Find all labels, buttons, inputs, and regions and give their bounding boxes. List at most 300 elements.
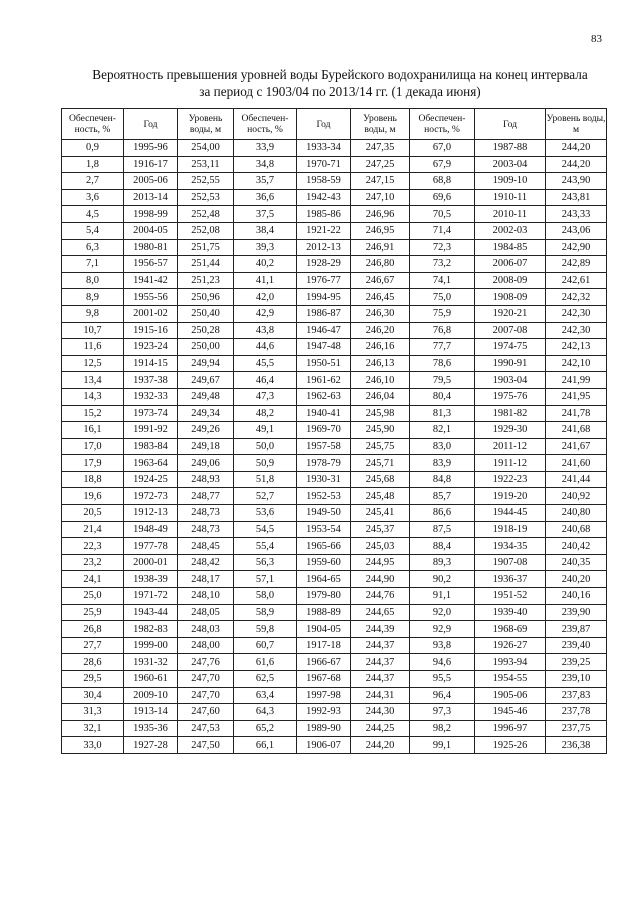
cell-level: 237,83 xyxy=(546,687,607,704)
cell-year: 1966-67 xyxy=(297,654,351,671)
cell-year: 2010-11 xyxy=(475,206,546,223)
cell-year: 1951-52 xyxy=(475,588,546,605)
cell-level: 239,87 xyxy=(546,621,607,638)
cell-probability: 94,6 xyxy=(410,654,475,671)
cell-probability: 90,2 xyxy=(410,571,475,588)
cell-probability: 34,8 xyxy=(234,156,297,173)
table-row xyxy=(62,671,607,688)
cell-year: 1937-38 xyxy=(124,372,178,389)
cell-probability: 56,3 xyxy=(234,554,297,571)
table-row xyxy=(62,173,607,190)
cell-year: 1981-82 xyxy=(475,405,546,422)
cell-year: 1925-26 xyxy=(475,737,546,754)
cell-year: 1954-55 xyxy=(475,671,546,688)
cell-year: 1957-58 xyxy=(297,438,351,455)
cell-probability: 83,0 xyxy=(410,438,475,455)
cell-level: 236,38 xyxy=(546,737,607,754)
cell-year: 1952-53 xyxy=(297,488,351,505)
cell-probability: 67,0 xyxy=(410,140,475,157)
cell-year: 1931-32 xyxy=(124,654,178,671)
cell-year: 1987-88 xyxy=(475,140,546,157)
cell-level: 248,73 xyxy=(178,521,234,538)
cell-year: 1978-79 xyxy=(297,455,351,472)
cell-probability: 36,6 xyxy=(234,189,297,206)
cell-probability: 82,1 xyxy=(410,422,475,439)
cell-probability: 45,5 xyxy=(234,355,297,372)
cell-probability: 6,3 xyxy=(62,239,124,256)
cell-year: 1989-90 xyxy=(297,720,351,737)
title-line-2: за период с 1903/04 по 2013/14 гг. (1 декада июня) xyxy=(199,84,481,99)
cell-year: 1915-16 xyxy=(124,322,178,339)
cell-level: 247,25 xyxy=(351,156,410,173)
table-row xyxy=(62,140,607,157)
cell-probability: 46,4 xyxy=(234,372,297,389)
cell-probability: 10,7 xyxy=(62,322,124,339)
cell-level: 248,73 xyxy=(178,505,234,522)
cell-year: 1960-61 xyxy=(124,671,178,688)
cell-year: 1919-20 xyxy=(475,488,546,505)
cell-probability: 96,4 xyxy=(410,687,475,704)
table-row xyxy=(62,438,607,455)
cell-level: 246,95 xyxy=(351,222,410,239)
cell-probability: 28,6 xyxy=(62,654,124,671)
cell-level: 244,95 xyxy=(351,554,410,571)
cell-level: 241,60 xyxy=(546,455,607,472)
cell-level: 241,99 xyxy=(546,372,607,389)
cell-year: 1976-77 xyxy=(297,272,351,289)
cell-level: 249,48 xyxy=(178,388,234,405)
cell-level: 253,11 xyxy=(178,156,234,173)
cell-year: 1996-97 xyxy=(475,720,546,737)
cell-level: 247,50 xyxy=(178,737,234,754)
cell-year: 1988-89 xyxy=(297,604,351,621)
cell-level: 243,33 xyxy=(546,206,607,223)
header-probability-3: Обеспечен-ность, % xyxy=(410,109,475,140)
cell-level: 242,61 xyxy=(546,272,607,289)
cell-probability: 74,1 xyxy=(410,272,475,289)
table-row xyxy=(62,405,607,422)
cell-year: 1929-30 xyxy=(475,422,546,439)
cell-year: 1990-91 xyxy=(475,355,546,372)
cell-level: 244,37 xyxy=(351,654,410,671)
cell-probability: 31,3 xyxy=(62,704,124,721)
cell-year: 1950-51 xyxy=(297,355,351,372)
cell-level: 248,17 xyxy=(178,571,234,588)
cell-level: 250,00 xyxy=(178,339,234,356)
cell-year: 1993-94 xyxy=(475,654,546,671)
cell-year: 2007-08 xyxy=(475,322,546,339)
cell-probability: 12,5 xyxy=(62,355,124,372)
cell-probability: 29,5 xyxy=(62,671,124,688)
cell-probability: 93,8 xyxy=(410,637,475,654)
table-row xyxy=(62,189,607,206)
table-row xyxy=(62,305,607,322)
cell-probability: 17,9 xyxy=(62,455,124,472)
cell-level: 250,28 xyxy=(178,322,234,339)
table-row xyxy=(62,687,607,704)
cell-level: 249,26 xyxy=(178,422,234,439)
cell-year: 2012-13 xyxy=(297,239,351,256)
table-row xyxy=(62,289,607,306)
cell-level: 242,13 xyxy=(546,339,607,356)
cell-year: 1958-59 xyxy=(297,173,351,190)
cell-level: 243,81 xyxy=(546,189,607,206)
cell-year: 1963-64 xyxy=(124,455,178,472)
cell-probability: 72,3 xyxy=(410,239,475,256)
cell-year: 1967-68 xyxy=(297,671,351,688)
cell-level: 245,90 xyxy=(351,422,410,439)
cell-year: 1928-29 xyxy=(297,256,351,273)
cell-level: 245,98 xyxy=(351,405,410,422)
cell-level: 245,71 xyxy=(351,455,410,472)
table-row xyxy=(62,538,607,555)
cell-level: 240,68 xyxy=(546,521,607,538)
cell-level: 244,37 xyxy=(351,671,410,688)
cell-year: 2011-12 xyxy=(475,438,546,455)
cell-probability: 67,9 xyxy=(410,156,475,173)
cell-level: 245,68 xyxy=(351,471,410,488)
cell-level: 248,93 xyxy=(178,471,234,488)
cell-year: 1933-34 xyxy=(297,140,351,157)
cell-probability: 24,1 xyxy=(62,571,124,588)
cell-level: 246,67 xyxy=(351,272,410,289)
cell-probability: 54,5 xyxy=(234,521,297,538)
cell-year: 2002-03 xyxy=(475,222,546,239)
cell-probability: 83,9 xyxy=(410,455,475,472)
cell-level: 246,45 xyxy=(351,289,410,306)
cell-level: 241,68 xyxy=(546,422,607,439)
cell-probability: 75,9 xyxy=(410,305,475,322)
cell-level: 247,70 xyxy=(178,671,234,688)
cell-probability: 79,5 xyxy=(410,372,475,389)
table-row xyxy=(62,471,607,488)
cell-year: 2009-10 xyxy=(124,687,178,704)
cell-level: 242,89 xyxy=(546,256,607,273)
cell-level: 244,30 xyxy=(351,704,410,721)
cell-year: 1997-98 xyxy=(297,687,351,704)
cell-year: 2001-02 xyxy=(124,305,178,322)
cell-level: 250,40 xyxy=(178,305,234,322)
cell-year: 2006-07 xyxy=(475,256,546,273)
cell-probability: 5,4 xyxy=(62,222,124,239)
cell-probability: 75,0 xyxy=(410,289,475,306)
cell-probability: 87,5 xyxy=(410,521,475,538)
cell-year: 1949-50 xyxy=(297,505,351,522)
table-row xyxy=(62,505,607,522)
cell-year: 1907-08 xyxy=(475,554,546,571)
cell-year: 1955-56 xyxy=(124,289,178,306)
cell-probability: 4,5 xyxy=(62,206,124,223)
cell-level: 241,44 xyxy=(546,471,607,488)
cell-level: 251,75 xyxy=(178,239,234,256)
cell-year: 1973-74 xyxy=(124,405,178,422)
cell-probability: 23,2 xyxy=(62,554,124,571)
table-row xyxy=(62,206,607,223)
cell-probability: 0,9 xyxy=(62,140,124,157)
cell-level: 247,15 xyxy=(351,173,410,190)
cell-level: 244,20 xyxy=(546,140,607,157)
cell-probability: 44,6 xyxy=(234,339,297,356)
cell-year: 1948-49 xyxy=(124,521,178,538)
cell-year: 1924-25 xyxy=(124,471,178,488)
cell-year: 1965-66 xyxy=(297,538,351,555)
cell-probability: 2,7 xyxy=(62,173,124,190)
cell-probability: 92,9 xyxy=(410,621,475,638)
cell-probability: 8,9 xyxy=(62,289,124,306)
cell-level: 246,16 xyxy=(351,339,410,356)
cell-level: 246,10 xyxy=(351,372,410,389)
cell-level: 240,16 xyxy=(546,588,607,605)
cell-level: 241,95 xyxy=(546,388,607,405)
cell-probability: 1,8 xyxy=(62,156,124,173)
cell-level: 245,48 xyxy=(351,488,410,505)
cell-year: 1941-42 xyxy=(124,272,178,289)
table-body xyxy=(62,140,607,754)
cell-year: 1908-09 xyxy=(475,289,546,306)
cell-probability: 42,9 xyxy=(234,305,297,322)
cell-year: 1947-48 xyxy=(297,339,351,356)
cell-year: 1927-28 xyxy=(124,737,178,754)
table-row xyxy=(62,488,607,505)
cell-level: 248,77 xyxy=(178,488,234,505)
cell-level: 247,60 xyxy=(178,704,234,721)
cell-level: 248,45 xyxy=(178,538,234,555)
cell-year: 1992-93 xyxy=(297,704,351,721)
cell-level: 237,75 xyxy=(546,720,607,737)
cell-probability: 18,8 xyxy=(62,471,124,488)
table-row xyxy=(62,422,607,439)
header-level-2: Уровень воды, м xyxy=(351,109,410,140)
cell-level: 252,55 xyxy=(178,173,234,190)
cell-probability: 35,7 xyxy=(234,173,297,190)
cell-probability: 78,6 xyxy=(410,355,475,372)
cell-level: 249,06 xyxy=(178,455,234,472)
cell-probability: 14,3 xyxy=(62,388,124,405)
cell-year: 1995-96 xyxy=(124,140,178,157)
cell-probability: 9,8 xyxy=(62,305,124,322)
table-row xyxy=(62,388,607,405)
cell-level: 240,92 xyxy=(546,488,607,505)
cell-year: 1906-07 xyxy=(297,737,351,754)
cell-level: 242,32 xyxy=(546,289,607,306)
cell-level: 246,13 xyxy=(351,355,410,372)
table-row xyxy=(62,554,607,571)
cell-probability: 71,4 xyxy=(410,222,475,239)
cell-year: 1932-33 xyxy=(124,388,178,405)
cell-probability: 61,6 xyxy=(234,654,297,671)
cell-level: 237,78 xyxy=(546,704,607,721)
table-row xyxy=(62,222,607,239)
cell-level: 244,25 xyxy=(351,720,410,737)
cell-level: 244,39 xyxy=(351,621,410,638)
cell-year: 1971-72 xyxy=(124,588,178,605)
cell-probability: 73,2 xyxy=(410,256,475,273)
cell-level: 248,05 xyxy=(178,604,234,621)
cell-probability: 84,8 xyxy=(410,471,475,488)
cell-year: 1939-40 xyxy=(475,604,546,621)
cell-year: 1911-12 xyxy=(475,455,546,472)
cell-level: 246,96 xyxy=(351,206,410,223)
table-header-row xyxy=(62,109,607,140)
cell-level: 243,90 xyxy=(546,173,607,190)
cell-level: 246,04 xyxy=(351,388,410,405)
table-row xyxy=(62,621,607,638)
cell-year: 1977-78 xyxy=(124,538,178,555)
table-row xyxy=(62,339,607,356)
cell-probability: 81,3 xyxy=(410,405,475,422)
cell-probability: 22,3 xyxy=(62,538,124,555)
cell-probability: 33,9 xyxy=(234,140,297,157)
cell-probability: 30,4 xyxy=(62,687,124,704)
cell-level: 239,90 xyxy=(546,604,607,621)
table-row xyxy=(62,355,607,372)
cell-year: 1984-85 xyxy=(475,239,546,256)
cell-year: 1903-04 xyxy=(475,372,546,389)
cell-probability: 50,0 xyxy=(234,438,297,455)
cell-level: 243,06 xyxy=(546,222,607,239)
cell-year: 1964-65 xyxy=(297,571,351,588)
cell-level: 242,30 xyxy=(546,322,607,339)
table-row xyxy=(62,521,607,538)
cell-probability: 70,5 xyxy=(410,206,475,223)
cell-level: 246,30 xyxy=(351,305,410,322)
cell-year: 1912-13 xyxy=(124,505,178,522)
cell-level: 242,10 xyxy=(546,355,607,372)
cell-level: 239,40 xyxy=(546,637,607,654)
cell-level: 245,37 xyxy=(351,521,410,538)
cell-year: 1953-54 xyxy=(297,521,351,538)
table-row xyxy=(62,704,607,721)
table-row xyxy=(62,322,607,339)
cell-probability: 25,9 xyxy=(62,604,124,621)
cell-level: 240,42 xyxy=(546,538,607,555)
cell-year: 1920-21 xyxy=(475,305,546,322)
cell-probability: 21,4 xyxy=(62,521,124,538)
cell-year: 1975-76 xyxy=(475,388,546,405)
cell-level: 252,48 xyxy=(178,206,234,223)
cell-year: 2013-14 xyxy=(124,189,178,206)
cell-year: 1926-27 xyxy=(475,637,546,654)
cell-year: 1923-24 xyxy=(124,339,178,356)
cell-year: 1969-70 xyxy=(297,422,351,439)
table-row xyxy=(62,737,607,754)
cell-level: 254,00 xyxy=(178,140,234,157)
cell-level: 242,90 xyxy=(546,239,607,256)
header-year-1: Год xyxy=(124,109,178,140)
cell-year: 2005-06 xyxy=(124,173,178,190)
cell-level: 251,44 xyxy=(178,256,234,273)
cell-probability: 77,7 xyxy=(410,339,475,356)
probability-table xyxy=(61,108,607,754)
cell-probability: 65,2 xyxy=(234,720,297,737)
cell-probability: 7,1 xyxy=(62,256,124,273)
cell-year: 2003-04 xyxy=(475,156,546,173)
cell-level: 247,10 xyxy=(351,189,410,206)
cell-level: 246,80 xyxy=(351,256,410,273)
header-year-2: Год xyxy=(297,109,351,140)
cell-probability: 58,0 xyxy=(234,588,297,605)
cell-level: 248,00 xyxy=(178,637,234,654)
cell-year: 1934-35 xyxy=(475,538,546,555)
cell-probability: 8,0 xyxy=(62,272,124,289)
cell-level: 252,08 xyxy=(178,222,234,239)
cell-level: 244,20 xyxy=(546,156,607,173)
cell-year: 1982-83 xyxy=(124,621,178,638)
cell-year: 1961-62 xyxy=(297,372,351,389)
cell-level: 245,75 xyxy=(351,438,410,455)
header-level-1: Уровень воды, м xyxy=(178,109,234,140)
cell-level: 249,18 xyxy=(178,438,234,455)
header-year-3: Год xyxy=(475,109,546,140)
cell-level: 249,94 xyxy=(178,355,234,372)
table-row xyxy=(62,571,607,588)
cell-year: 1980-81 xyxy=(124,239,178,256)
cell-probability: 88,4 xyxy=(410,538,475,555)
cell-level: 247,53 xyxy=(178,720,234,737)
cell-probability: 89,3 xyxy=(410,554,475,571)
cell-probability: 69,6 xyxy=(410,189,475,206)
cell-level: 242,30 xyxy=(546,305,607,322)
cell-level: 239,10 xyxy=(546,671,607,688)
cell-probability: 40,2 xyxy=(234,256,297,273)
document-title xyxy=(60,66,620,100)
cell-year: 2004-05 xyxy=(124,222,178,239)
cell-level: 244,31 xyxy=(351,687,410,704)
cell-year: 1991-92 xyxy=(124,422,178,439)
cell-year: 1999-00 xyxy=(124,637,178,654)
cell-probability: 38,4 xyxy=(234,222,297,239)
table-row xyxy=(62,272,607,289)
cell-year: 1994-95 xyxy=(297,289,351,306)
cell-probability: 49,1 xyxy=(234,422,297,439)
title-line-1: Вероятность превышения уровней воды Бурейского водохранилища на конец интервала xyxy=(92,67,588,82)
cell-probability: 95,5 xyxy=(410,671,475,688)
header-probability-2: Обеспечен-ность, % xyxy=(234,109,297,140)
cell-year: 1905-06 xyxy=(475,687,546,704)
cell-probability: 86,6 xyxy=(410,505,475,522)
cell-year: 1918-19 xyxy=(475,521,546,538)
cell-probability: 85,7 xyxy=(410,488,475,505)
cell-year: 1909-10 xyxy=(475,173,546,190)
cell-year: 1921-22 xyxy=(297,222,351,239)
cell-year: 1985-86 xyxy=(297,206,351,223)
cell-year: 1913-14 xyxy=(124,704,178,721)
cell-year: 2000-01 xyxy=(124,554,178,571)
cell-probability: 51,8 xyxy=(234,471,297,488)
cell-probability: 60,7 xyxy=(234,637,297,654)
table-row xyxy=(62,654,607,671)
cell-year: 1938-39 xyxy=(124,571,178,588)
cell-probability: 48,2 xyxy=(234,405,297,422)
cell-level: 241,67 xyxy=(546,438,607,455)
cell-probability: 92,0 xyxy=(410,604,475,621)
cell-level: 246,91 xyxy=(351,239,410,256)
cell-year: 1962-63 xyxy=(297,388,351,405)
cell-probability: 33,0 xyxy=(62,737,124,754)
cell-probability: 13,4 xyxy=(62,372,124,389)
cell-level: 248,03 xyxy=(178,621,234,638)
cell-probability: 3,6 xyxy=(62,189,124,206)
cell-level: 240,80 xyxy=(546,505,607,522)
cell-year: 2008-09 xyxy=(475,272,546,289)
cell-year: 1944-45 xyxy=(475,505,546,522)
table-row xyxy=(62,256,607,273)
cell-year: 1974-75 xyxy=(475,339,546,356)
cell-year: 1904-05 xyxy=(297,621,351,638)
cell-year: 1946-47 xyxy=(297,322,351,339)
cell-probability: 20,5 xyxy=(62,505,124,522)
cell-year: 1972-73 xyxy=(124,488,178,505)
